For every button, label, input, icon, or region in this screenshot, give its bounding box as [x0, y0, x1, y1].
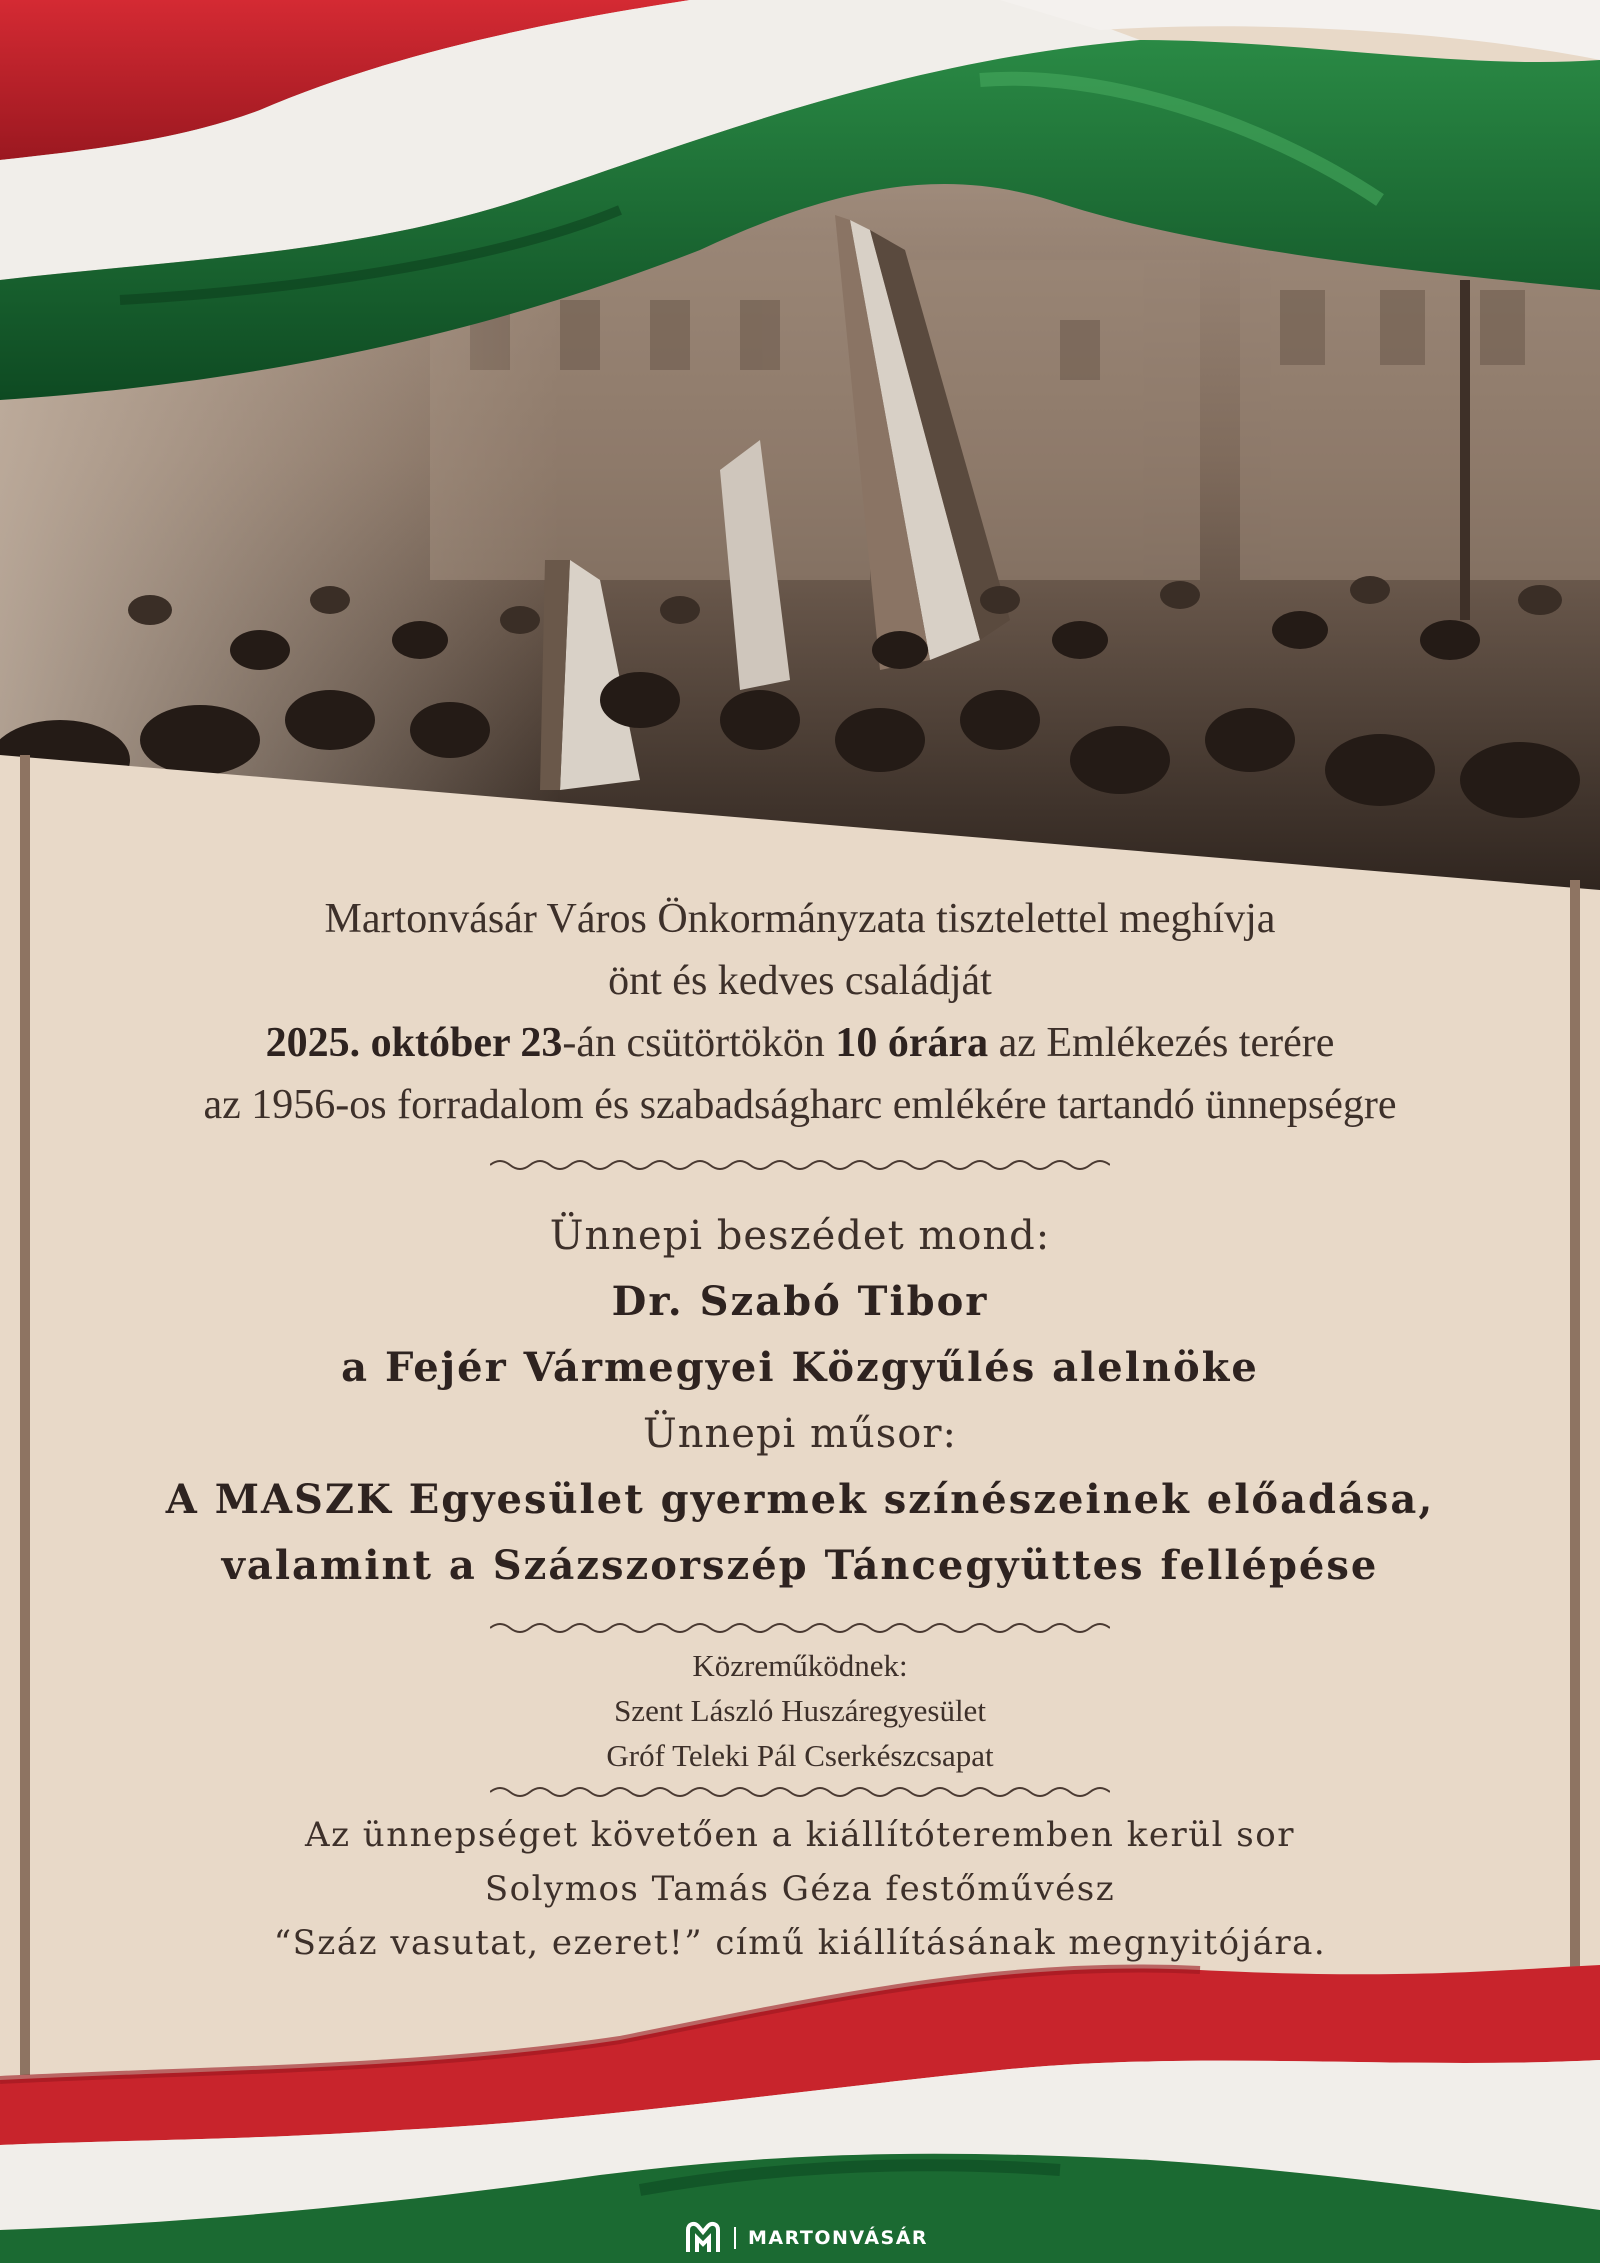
exhibition-line-2: Solymos Tamás Géza festőművész	[484, 1869, 1116, 1909]
event-day: -án csütörtökön	[562, 1020, 836, 1066]
contributor-item: Szent László Huszáregyesület	[614, 1693, 986, 1728]
program-line-2: valamint a Százszorszép Táncegyüttes fellépése	[221, 1542, 1379, 1589]
event-place: az Emlékezés terére	[988, 1020, 1335, 1066]
frame-right-line	[1570, 880, 1580, 1980]
exhibition-line-3: “Száz vasutat, ezeret!” című kiállításának megnyitójára.	[273, 1923, 1327, 1963]
exhibition-line-1: Az ünnepséget követően a kiállítóteremben kerül sor	[305, 1815, 1295, 1855]
contributor-item: Gróf Teleki Pál Cserkészcsapat	[606, 1738, 994, 1773]
event-time: 10 órára	[835, 1020, 989, 1066]
wave-divider	[490, 1618, 1110, 1638]
program-block	[40, 1203, 1560, 1599]
logo-mark-icon	[684, 2220, 722, 2256]
program-line-1: A MASZK Egyesület gyermek színészeinek előadása,	[165, 1476, 1435, 1523]
program-heading: Ünnepi műsor:	[643, 1411, 957, 1457]
contributors-heading: Közreműködnek:	[692, 1648, 908, 1683]
invitation-block	[40, 888, 1560, 1136]
header-artwork	[0, 0, 1600, 900]
contributors-block	[40, 1643, 1560, 1778]
frame-left-line	[20, 755, 30, 2075]
speaker-name: Dr. Szabó Tibor	[611, 1278, 989, 1325]
speaker-role: a Fejér Vármegyei Közgyűlés alelnöke	[341, 1344, 1259, 1391]
invitation-line-3	[40, 1012, 1560, 1074]
invitation-line-1: Martonvásár Város Önkormányzata tisztelettel meghívja	[324, 896, 1276, 942]
logo-text: MARTONVÁSÁR	[734, 2227, 928, 2249]
invitation-line-4: az 1956-os forradalom és szabadságharc emlékére tartandó ünnepségre	[203, 1082, 1397, 1128]
speech-heading: Ünnepi beszédet mond:	[549, 1213, 1051, 1259]
exhibition-block	[40, 1808, 1560, 1970]
invitation-line-2: önt és kedves családját	[608, 958, 992, 1004]
wave-divider	[490, 1782, 1110, 1802]
martonvasar-logo	[684, 2218, 928, 2258]
wave-divider	[490, 1155, 1110, 1175]
event-date: 2025. október 23	[265, 1020, 563, 1066]
